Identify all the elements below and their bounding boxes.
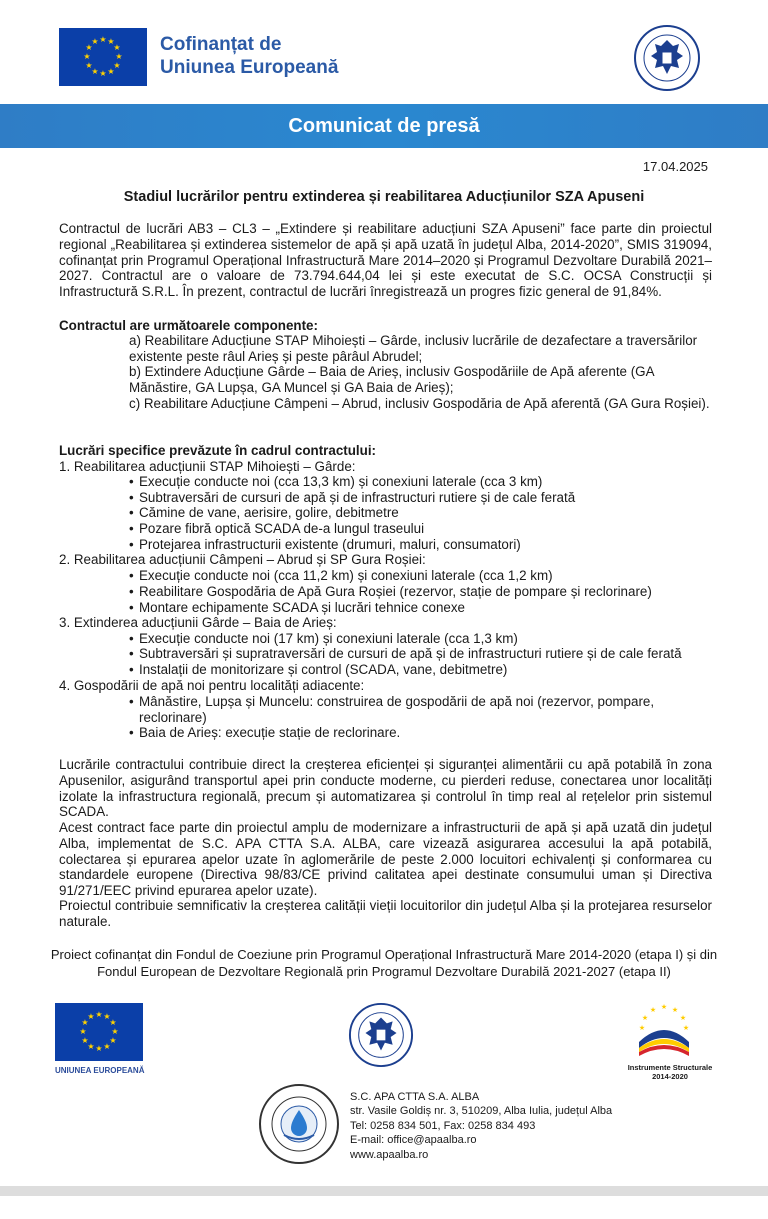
svg-text:★: ★ bbox=[87, 1042, 95, 1051]
svg-text:★: ★ bbox=[103, 1042, 111, 1051]
svg-text:★: ★ bbox=[85, 61, 93, 70]
document-title: Stadiul lucrărilor pentru extinderea și reabilitarea Aducțiunilor SZA Apuseni bbox=[123, 189, 645, 205]
svg-text:★: ★ bbox=[99, 69, 107, 78]
list-item: • Execuție conducte noi (cca 13,3 km) și conexiuni laterale (cca 3 km) bbox=[129, 474, 543, 489]
svg-text:★: ★ bbox=[107, 67, 115, 76]
guvernul-romaniei-emblem-footer bbox=[348, 1002, 414, 1068]
svg-text:★: ★ bbox=[641, 1014, 649, 1022]
header-title-line2: Uniunea Europeană bbox=[160, 57, 339, 78]
svg-text:★: ★ bbox=[103, 1012, 111, 1021]
svg-text:★: ★ bbox=[113, 61, 121, 70]
company-name: S.C. APA CTTA S.A. ALBA bbox=[350, 1091, 480, 1103]
svg-text:★: ★ bbox=[682, 1024, 690, 1032]
is-caption-line2: 2014-2020 bbox=[652, 1072, 688, 1081]
components-item: a) Reabilitare Aducțiune STAP Mihoiești – Gârde, inclusiv lucrările de dezafectare a traversărilor existente peste râul Arieș și peste pârâul Abrudel; bbox=[129, 333, 698, 364]
svg-text:★: ★ bbox=[95, 1044, 103, 1053]
svg-text:★: ★ bbox=[111, 1027, 119, 1036]
svg-text:★: ★ bbox=[99, 35, 107, 44]
list-item: • Instalații de monitorizare și control (SCADA, vane, debitmetre) bbox=[129, 662, 508, 677]
svg-text:★: ★ bbox=[79, 1027, 87, 1036]
list-item: • Subtraversări de cursuri de apă și de infrastructuri rutiere și de cale ferată bbox=[129, 490, 576, 505]
svg-text:★: ★ bbox=[91, 37, 99, 46]
svg-text:★: ★ bbox=[109, 1018, 117, 1027]
instrumente-structurale-logo bbox=[633, 1000, 695, 1058]
closing-paragraph: Acest contract face parte din proiectul amplu de modernizare a infrastructurii de apă și apă uzată din județul Alba, implementat de S.C. APA CTTA S.A. ALBA, care vizează asigurarea accesului la apă potabilă, colectarea și epurarea apelor uzate în aglomerările de peste 2.000 locuitori echivalenți și conformarea cu standardele europene (Directiva 98/83/CE privind calitatea apei destinate consumului uman și Directiva 91/271/EEC privind epurarea apelor uzate). bbox=[59, 820, 712, 899]
svg-text:★: ★ bbox=[107, 37, 115, 46]
svg-text:★: ★ bbox=[115, 52, 123, 61]
company-email[interactable]: E-mail: office@apaalba.ro bbox=[350, 1134, 477, 1147]
apa-ctta-seal bbox=[258, 1083, 340, 1165]
press-release-date: 17.04.2025 bbox=[642, 159, 708, 174]
company-website[interactable]: www.apaalba.ro bbox=[350, 1148, 429, 1161]
bottom-bar bbox=[0, 1186, 768, 1196]
funding-line2: Fondul European de Dezvoltare Regională prin Programul Dezvoltare Durabilă 2021-2027 (etapa II) bbox=[97, 964, 671, 979]
funding-note bbox=[40, 946, 728, 980]
components-heading: Contractul are următoarele componente: bbox=[59, 318, 318, 333]
list-item: • Execuție conducte noi (cca 11,2 km) și conexiuni laterale (cca 1,2 km) bbox=[129, 568, 553, 583]
svg-text:★: ★ bbox=[83, 52, 91, 61]
svg-text:★: ★ bbox=[109, 1036, 117, 1045]
svg-text:★: ★ bbox=[81, 1018, 89, 1027]
list-item: • Montare echipamente SCADA și lucrări tehnice conexe bbox=[129, 600, 466, 615]
works-group-title: 1. Reabilitarea aducțiunii STAP Mihoiești – Gârde: bbox=[59, 459, 356, 474]
works-group-title: 3. Extinderea aducțiunii Gârde – Baia de Arieș: bbox=[59, 615, 337, 630]
works-heading: Lucrări specifice prevăzute în cadrul contractului: bbox=[59, 443, 377, 458]
list-item: • Execuție conducte noi (17 km) și conexiuni laterale (cca 1,3 km) bbox=[129, 631, 518, 646]
list-item: • Subtraversări și supratraversări de cursuri de apă și de infrastructuri rutiere și de cale ferată bbox=[129, 646, 682, 661]
svg-text:★: ★ bbox=[679, 1014, 687, 1022]
closing-paragraph: Lucrările contractului contribuie direct la creșterea eficienței și siguranței alimentării cu apă potabilă în zona Apusenilor, asigurând transportul apei prin conducte moderne, cu pierderi reduse, conectarea unor localități izolate la infrastructura regională, precum și automatizarea și controlul în timp real al rețelelor prin sistemul SCADA. bbox=[59, 757, 712, 820]
svg-text:★: ★ bbox=[87, 1012, 95, 1021]
header-title-line1: Cofinanțat de bbox=[160, 34, 282, 55]
svg-text:★: ★ bbox=[95, 1010, 103, 1019]
list-item: • Protejarea infrastructurii existente (drumuri, maluri, consumatori) bbox=[129, 537, 521, 552]
eu-flag-logo bbox=[59, 28, 147, 86]
list-item: • Reabilitare Gospodăria de Apă Gura Roșiei (rezervor, stație de pompare și reclorinare) bbox=[129, 584, 652, 599]
list-item: • Pozare fibră optică SCADA de-a lungul traseului bbox=[129, 521, 425, 536]
svg-text:★: ★ bbox=[649, 1006, 657, 1014]
eu-stars-icon bbox=[59, 28, 147, 86]
company-phone: Tel: 0258 834 501, Fax: 0258 834 493 bbox=[350, 1119, 536, 1132]
list-item: • Baia de Arieș: execuție stație de reclorinare. bbox=[129, 725, 401, 740]
banner-title: Comunicat de presă bbox=[288, 115, 480, 137]
eu-caption: UNIUNEA EUROPEANĂ bbox=[55, 1066, 145, 1075]
list-item: • Mânăstire, Lupșa și Muncelu: construirea de gospodării de apă noi (rezervor, pompare, reclorinare) bbox=[129, 694, 655, 725]
svg-text:★: ★ bbox=[660, 1003, 668, 1011]
works-group-title: 4. Gospodării de apă noi pentru localități adiacente: bbox=[59, 678, 365, 693]
svg-text:★: ★ bbox=[85, 43, 93, 52]
svg-text:★: ★ bbox=[91, 67, 99, 76]
closing-paragraph: Proiectul contribuie semnificativ la creșterea calității vieții locuitorilor din județul Alba și la protejarea resurselor naturale. bbox=[59, 898, 712, 929]
works-group-title: 2. Reabilitarea aducțiunii Câmpeni – Abrud și SP Gura Roșiei: bbox=[59, 552, 426, 567]
eu-flag-logo-footer bbox=[55, 1003, 143, 1061]
svg-text:★: ★ bbox=[113, 43, 121, 52]
components-item: b) Extindere Aducțiune Gârde – Baia de Arieș, inclusiv Gospodăriile de Apă aferente (GA Mănăstire, GA Lupșa, GA Muncel și GA Baia de Arieș); bbox=[129, 364, 654, 395]
guvernul-romaniei-emblem bbox=[633, 24, 701, 92]
list-item: • Cămine de vane, aerisire, golire, debitmetre bbox=[129, 505, 399, 520]
instrumente-structurale-caption bbox=[620, 1063, 720, 1081]
svg-text:★: ★ bbox=[638, 1024, 646, 1032]
eu-stars-icon bbox=[55, 1003, 143, 1061]
svg-text:★: ★ bbox=[81, 1036, 89, 1045]
components-item: c) Reabilitare Aducțiune Câmpeni – Abrud, inclusiv Gospodăria de Apă aferentă (GA Gura Roșiei). bbox=[129, 396, 710, 411]
company-address: str. Vasile Goldiș nr. 3, 510209, Alba Iulia, județul Alba bbox=[350, 1105, 613, 1118]
svg-text:★: ★ bbox=[671, 1006, 679, 1014]
funding-line1: Proiect cofinanțat din Fondul de Coeziune prin Programul Operațional Infrastructură Mare 2014-2020 (etapa I) și din bbox=[50, 947, 718, 962]
cofinantat-title bbox=[160, 33, 338, 79]
intro-paragraph: Contractul de lucrări AB3 – CL3 – „Extindere și reabilitare aducțiuni SZA Apuseni” face parte din proiectul regional „Reabilitarea și extinderea sistemelor de apă și apă uzată în județul Alba, 2014-2020”, SMIS 319094, cofinanțat prin Programul Operațional Infrastructură Mare 2014–2020 și Programul Dezvoltare Durabilă 2021–2027. Contractul are o valoare de 73.794.644,04 lei și este executat de S.C. OCSA Construcții și Infrastructură S.R.L. În prezent, contractul de lucrări înregistrează un progres fizic general de 91,84%. bbox=[59, 221, 712, 300]
contact-block bbox=[350, 1090, 612, 1162]
is-caption-line1: Instrumente Structurale bbox=[627, 1063, 713, 1072]
